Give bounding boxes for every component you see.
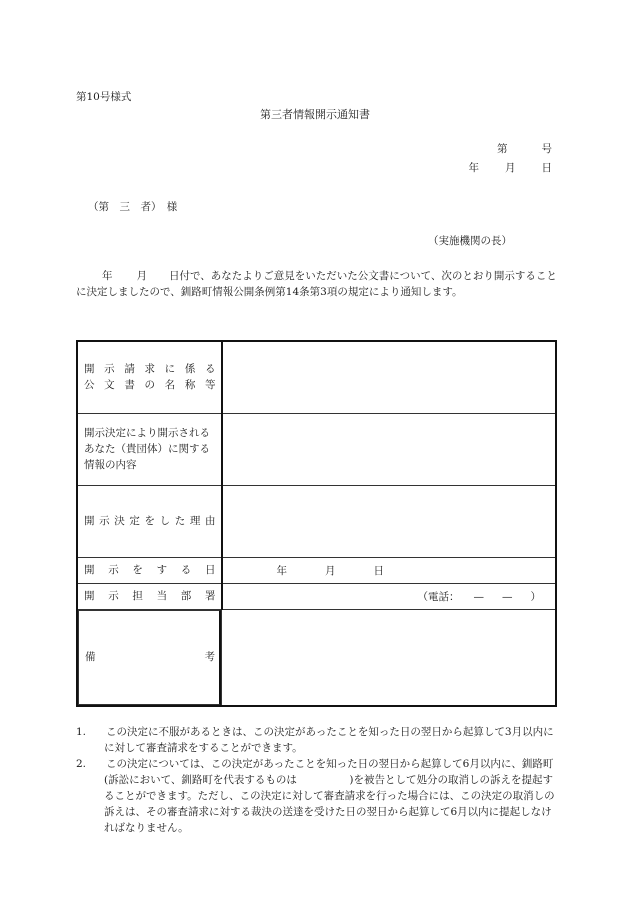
phone-dash-1: — bbox=[473, 590, 484, 603]
table-row bbox=[77, 413, 556, 485]
department-value[interactable] bbox=[222, 583, 557, 609]
number-prefix: 第 bbox=[497, 143, 508, 155]
phone-dash-2: — bbox=[502, 590, 513, 603]
doc-name-value[interactable] bbox=[222, 341, 557, 413]
list-item bbox=[76, 756, 562, 836]
doc-name-label-line2: 公文書の名称等 bbox=[84, 379, 216, 392]
doc-name-label bbox=[77, 341, 222, 413]
reason-value[interactable] bbox=[222, 485, 557, 557]
body-month: 月 bbox=[136, 270, 147, 282]
disclosure-day: 日 bbox=[373, 564, 384, 577]
disclosure-date-label-text: 開示をする日 bbox=[84, 564, 216, 576]
note-text: この決定については、この決定があったことを知った日の翌日から起算して6月以内に、釧路町(訴訟において、釧路町を代表するものは )を被告として処分の取消しの訴えを提起することができます。ただし、この決定に対して審査請求を行った場合には、この決定の取消しの訴えは、その審査請求に対する裁決の送達を受けた日の翌日から起算して6月以内に提起しなければなりません。 bbox=[104, 758, 555, 834]
number-suffix: 号 bbox=[541, 143, 552, 155]
table-row bbox=[77, 583, 556, 609]
document-title: 第三者情報開示通知書 bbox=[260, 108, 370, 121]
form-number: 第10号様式 bbox=[76, 91, 132, 103]
note-number: 2. bbox=[76, 758, 87, 770]
issuer: （実施機関の長） bbox=[428, 235, 512, 247]
list-item bbox=[76, 724, 628, 756]
notes bbox=[76, 724, 628, 836]
date-day: 日 bbox=[541, 162, 552, 174]
date-month: 月 bbox=[505, 162, 516, 174]
date-year: 年 bbox=[468, 162, 479, 174]
phone-label: （電話： bbox=[417, 590, 460, 603]
phone-close: ） bbox=[530, 590, 541, 603]
info-content-label bbox=[77, 413, 222, 485]
body-text: 日付で、あなたよりご意見をいただいた公文書について、次のとおり開示することに決定しましたので、釧路町情報公開条例第14条第3項の規定により通知します。 bbox=[76, 270, 557, 298]
document-date-line bbox=[469, 160, 553, 175]
disclosure-month: 月 bbox=[325, 564, 336, 577]
table-row bbox=[77, 609, 556, 706]
doc-name-label-line1: 開示請求に係る bbox=[84, 363, 216, 376]
remarks-label bbox=[78, 610, 221, 705]
note-number: 1. bbox=[76, 726, 87, 738]
disclosure-date-label bbox=[77, 557, 222, 583]
department-label-text: 開示担当部署 bbox=[84, 590, 216, 602]
body-paragraph bbox=[76, 268, 560, 300]
disclosure-year: 年 bbox=[276, 564, 287, 577]
disclosure-info-table bbox=[76, 340, 557, 707]
info-content-value[interactable] bbox=[222, 413, 557, 485]
remarks-label-2: 考 bbox=[204, 651, 215, 663]
body-year: 年 bbox=[102, 270, 113, 282]
addressee: （第 三 者） 様 bbox=[88, 201, 178, 213]
remarks-value[interactable] bbox=[222, 609, 557, 706]
phone-field bbox=[418, 589, 556, 604]
table-row bbox=[77, 557, 556, 583]
table-row bbox=[77, 341, 556, 413]
document-number-line bbox=[497, 141, 552, 156]
table-row bbox=[77, 485, 556, 557]
department-label bbox=[77, 583, 222, 609]
remarks-label-1: 備 bbox=[85, 651, 96, 663]
info-content-label-text: 開示決定により開示されるあなた（貴団体）に関する情報の内容 bbox=[84, 427, 210, 471]
note-text: この決定に不服があるときは、この決定があったことを知った日の翌日から起算して3月以内に に対して審査請求をすることができます。 bbox=[104, 726, 628, 754]
reason-label bbox=[77, 485, 222, 557]
disclosure-date-value[interactable] bbox=[222, 557, 557, 583]
reason-label-text: 開示決定をした理由 bbox=[84, 515, 216, 527]
